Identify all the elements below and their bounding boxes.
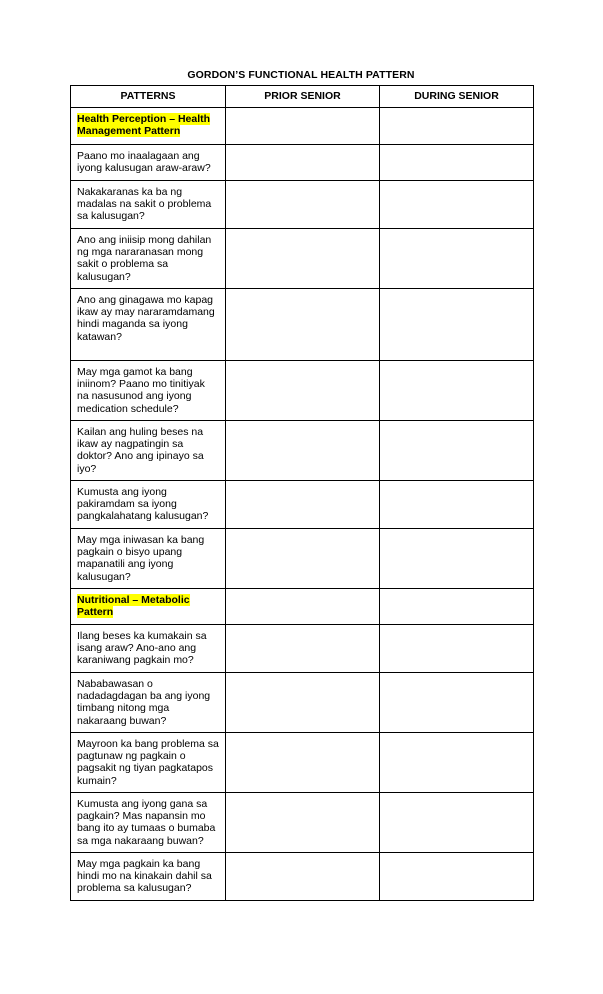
prior-senior-cell[interactable] [226,421,380,481]
during-senior-cell[interactable] [380,229,534,289]
question-cell: Kailan ang huling beses na ikaw ay nagpatingin sa doktor? Ano ang ipinayo sa iyo? [71,421,226,481]
prior-senior-cell[interactable] [226,673,380,733]
during-senior-cell[interactable] [380,145,534,181]
prior-senior-cell[interactable] [226,181,380,229]
question-cell: Nakakaranas ka ba ng madalas na sakit o problema sa kalusugan? [71,181,226,229]
question-cell: Kumusta ang iyong gana sa pagkain? Mas napansin mo bang ito ay tumaas o bumaba sa mga nakaraang buwan? [71,793,226,853]
prior-senior-cell[interactable] [226,108,380,145]
table-row [71,289,534,361]
table-row [71,853,534,901]
table-row [71,673,534,733]
question-cell: May mga iniwasan ka bang pagkain o bisyo upang mapanatili ang iyong kalusugan? [71,529,226,589]
section-heading: Health Perception – Health Management Pattern [77,113,211,138]
prior-senior-cell[interactable] [226,289,380,361]
during-senior-cell[interactable] [380,853,534,901]
during-senior-cell[interactable] [380,589,534,625]
question-cell: Ano ang ginagawa mo kapag ikaw ay may nararamdamang hindi maganda sa iyong katawan? [71,289,226,361]
question-cell: Paano mo inaalagaan ang iyong kalusugan araw-araw? [71,145,226,181]
question-cell: Kumusta ang iyong pakiramdam sa iyong pangkalahatang kalusugan? [71,481,226,529]
question-cell: May mga gamot ka bang iniinom? Paano mo tinitiyak na nasusunod ang iyong medication schedule? [71,361,226,421]
table-row [71,529,534,589]
during-senior-cell[interactable] [380,361,534,421]
prior-senior-cell[interactable] [226,361,380,421]
table-row [71,793,534,853]
table-row [71,145,534,181]
prior-senior-cell[interactable] [226,145,380,181]
question-cell: Nababawasan o nadadagdagan ba ang iyong timbang nitong mga nakaraang buwan? [71,673,226,733]
header-prior-senior: PRIOR SENIOR [226,86,380,108]
prior-senior-cell[interactable] [226,733,380,793]
during-senior-cell[interactable] [380,673,534,733]
table-row [71,481,534,529]
prior-senior-cell[interactable] [226,529,380,589]
section-row [71,108,534,145]
header-during-senior: DURING SENIOR [380,86,534,108]
section-row [71,589,534,625]
during-senior-cell[interactable] [380,421,534,481]
during-senior-cell[interactable] [380,108,534,145]
question-cell: Ano ang iniisip mong dahilan ng mga nararanasan mong sakit o problema sa kalusugan? [71,229,226,289]
table-row [71,361,534,421]
question-cell: Mayroon ka bang problema sa pagtunaw ng pagkain o pagsakit ng tiyan pagkatapos kumain? [71,733,226,793]
question-cell: May mga pagkain ka bang hindi mo na kinakain dahil sa problema sa kalusugan? [71,853,226,901]
during-senior-cell[interactable] [380,625,534,673]
question-cell: Ilang beses ka kumakain sa isang araw? Ano-ano ang karaniwang pagkain mo? [71,625,226,673]
health-pattern-table [70,85,534,901]
section-heading-cell [71,108,226,145]
section-heading-cell [71,589,226,625]
during-senior-cell[interactable] [380,481,534,529]
table-row [71,181,534,229]
page-title: GORDON’S FUNCTIONAL HEALTH PATTERN [187,69,415,81]
during-senior-cell[interactable] [380,733,534,793]
table-row [71,625,534,673]
section-heading: Nutritional – Metabolic Pattern [77,594,190,619]
table-row [71,421,534,481]
during-senior-cell[interactable] [380,793,534,853]
prior-senior-cell[interactable] [226,589,380,625]
during-senior-cell[interactable] [380,529,534,589]
during-senior-cell[interactable] [380,289,534,361]
prior-senior-cell[interactable] [226,625,380,673]
table-row [71,733,534,793]
prior-senior-cell[interactable] [226,793,380,853]
header-patterns: PATTERNS [71,86,226,108]
header-row [71,86,534,108]
during-senior-cell[interactable] [380,181,534,229]
prior-senior-cell[interactable] [226,229,380,289]
table-row [71,229,534,289]
prior-senior-cell[interactable] [226,853,380,901]
prior-senior-cell[interactable] [226,481,380,529]
